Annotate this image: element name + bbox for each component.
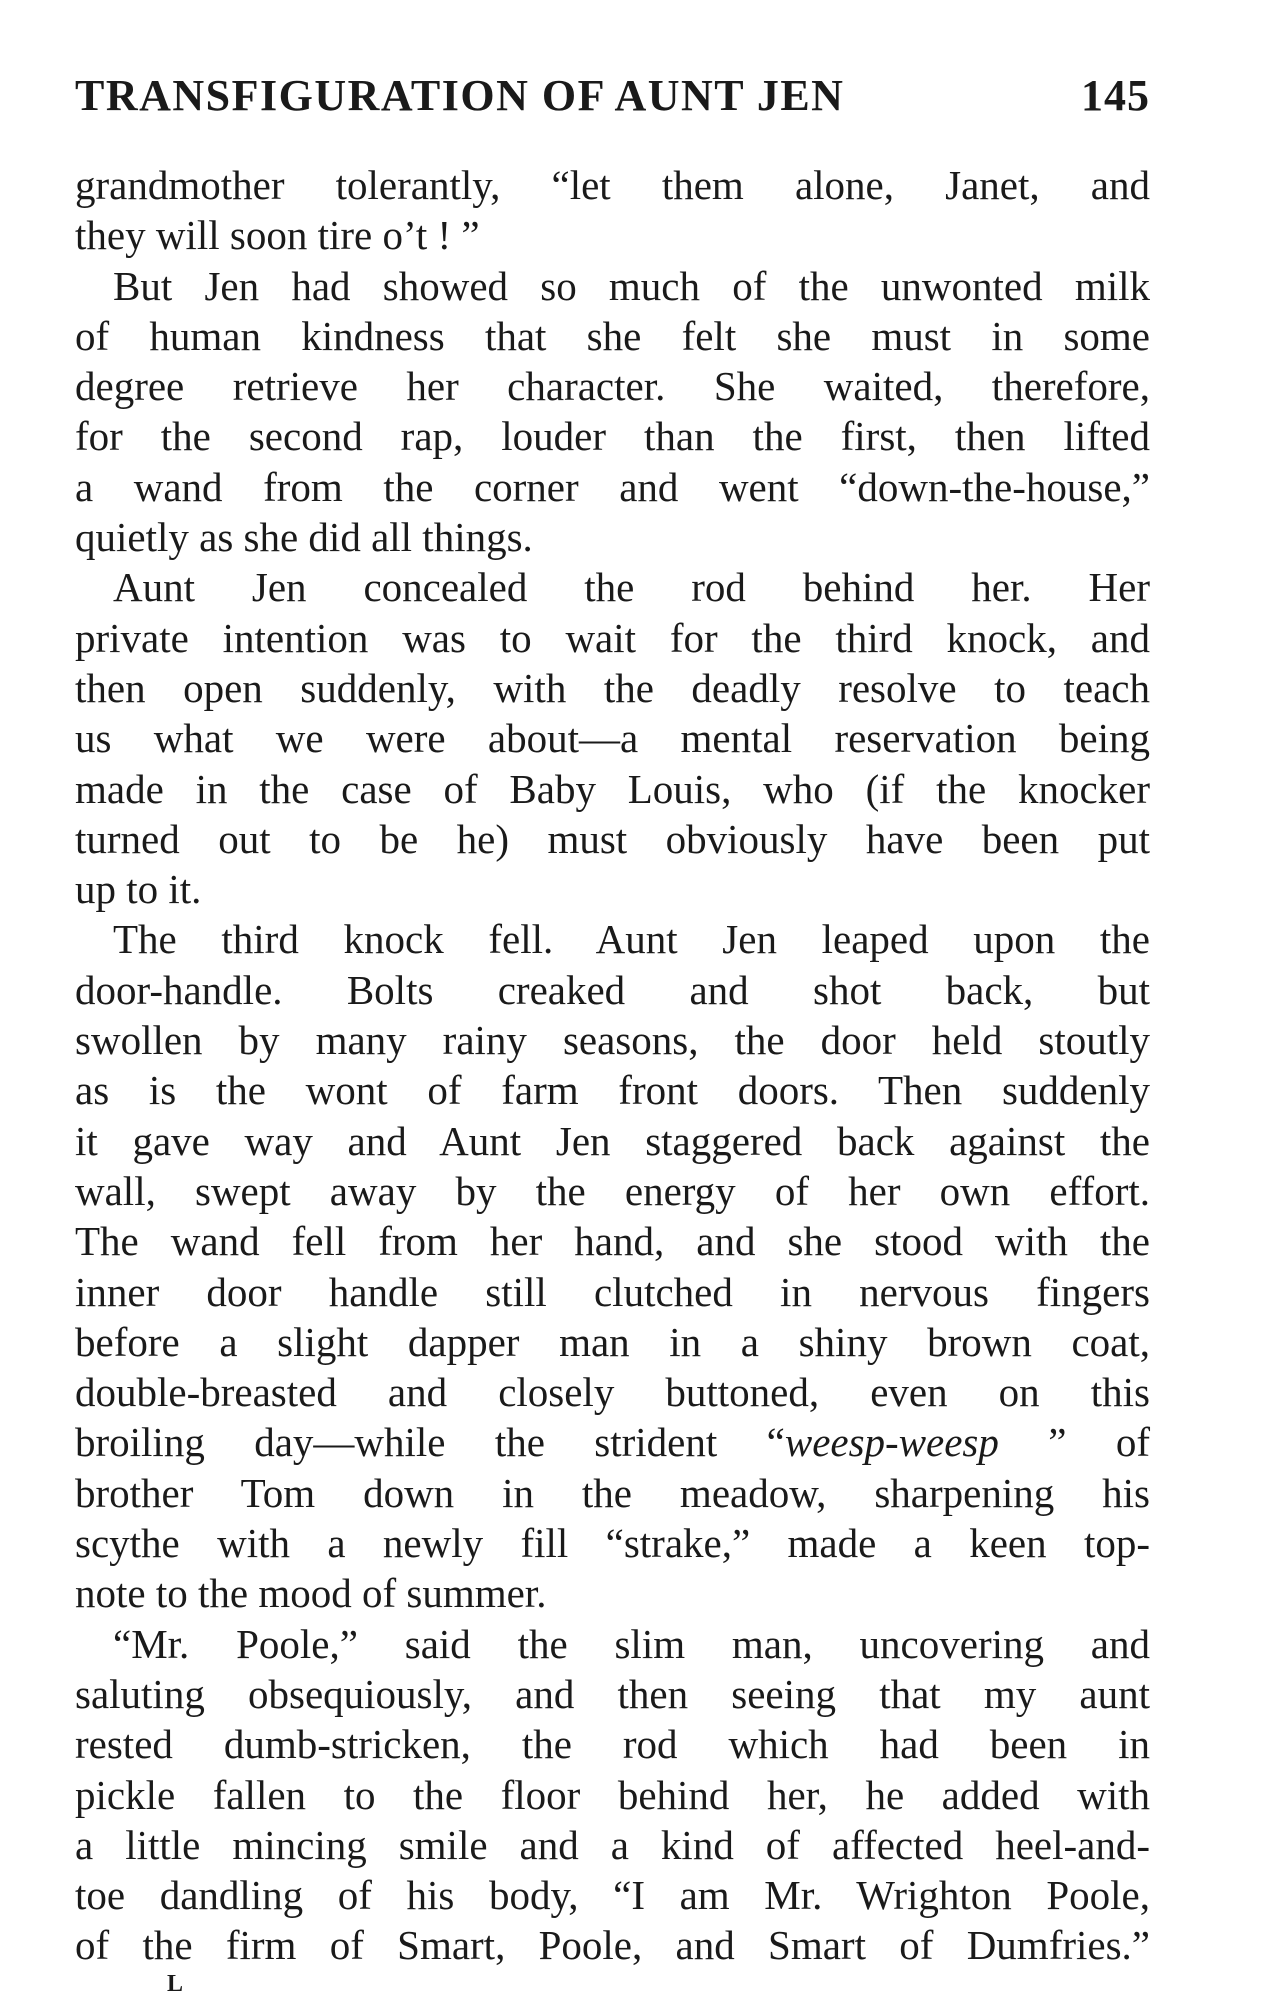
text-line: turned out to be he) must obviously have been put bbox=[75, 815, 1150, 862]
text-line: of the firm of Smart, Poole, and Smart of Dumfries.” bbox=[75, 1922, 1150, 1969]
text-line: as is the wont of farm front doors. Then suddenly bbox=[75, 1067, 1150, 1114]
text-line: a little mincing smile and a kind of affected heel-and- bbox=[75, 1821, 1150, 1868]
text-line: brother Tom down in the meadow, sharpening his bbox=[75, 1469, 1150, 1516]
text-line: But Jen had showed so much of the unwonted milk bbox=[113, 262, 1150, 309]
text-line: The third knock fell. Aunt Jen leaped upon the bbox=[113, 916, 1150, 963]
italic-phrase: weesp-weesp bbox=[784, 1419, 999, 1466]
book-page bbox=[75, 70, 1150, 1971]
text-line: before a slight dapper man in a shiny brown coat, bbox=[75, 1318, 1150, 1365]
text-line: swollen by many rainy seasons, the door held stoutly bbox=[75, 1017, 1150, 1064]
text-line: broiling day—while the strident “weesp-weesp ” of bbox=[75, 1419, 1150, 1466]
text-line: made in the case of Baby Louis, who (if the knocker bbox=[75, 765, 1150, 812]
text-line: they will soon tire o’t ! ” bbox=[75, 212, 480, 259]
text-line: rested dumb-stricken, the rod which had been in bbox=[75, 1721, 1150, 1768]
text-line: door-handle. Bolts creaked and shot back, but bbox=[75, 966, 1150, 1013]
page-number: 145 bbox=[1081, 71, 1150, 120]
text-line: inner door handle still clutched in nervous fingers bbox=[75, 1268, 1150, 1315]
text-line: then open suddenly, with the deadly resolve to teach bbox=[75, 664, 1150, 711]
text-line: toe dandling of his body, “I am Mr. Wrighton Poole, bbox=[75, 1872, 1150, 1919]
text-line: “Mr. Poole,” said the slim man, uncovering and bbox=[113, 1620, 1150, 1667]
body-text bbox=[75, 160, 1150, 1971]
text-line: Aunt Jen concealed the rod behind her. Her bbox=[113, 564, 1150, 611]
text-line: scythe with a newly fill “strake,” made a keen top- bbox=[75, 1520, 1150, 1567]
text-line: a wand from the corner and went “down-the-house,” bbox=[75, 463, 1150, 510]
text-line: degree retrieve her character. She waited, therefore, bbox=[75, 363, 1150, 410]
text-line: up to it. bbox=[75, 866, 202, 913]
text-line: The wand fell from her hand, and she stood with the bbox=[75, 1218, 1150, 1265]
text-line: double-breasted and closely buttoned, even on this bbox=[75, 1369, 1150, 1416]
text-line: of human kindness that she felt she must in some bbox=[75, 312, 1150, 359]
text-line: us what we were about—a mental reservation being bbox=[75, 715, 1150, 762]
text-line: wall, swept away by the energy of her own effort. bbox=[75, 1167, 1150, 1214]
text-line: grandmother tolerantly, “let them alone, Janet, and bbox=[75, 162, 1150, 208]
text-line: note to the mood of summer. bbox=[75, 1570, 547, 1617]
text-line: it gave way and Aunt Jen staggered back against the bbox=[75, 1117, 1150, 1164]
signature-mark: L bbox=[167, 1971, 184, 1997]
running-title: TRANSFIGURATION OF AUNT JEN bbox=[75, 71, 845, 120]
running-header bbox=[75, 70, 1150, 132]
text-line: pickle fallen to the floor behind her, he added with bbox=[75, 1771, 1150, 1818]
text-line: saluting obsequiously, and then seeing that my aunt bbox=[75, 1670, 1150, 1717]
text-line: private intention was to wait for the third knock, and bbox=[75, 614, 1150, 661]
text-line: for the second rap, louder than the first, then lifted bbox=[75, 413, 1150, 460]
text-line: quietly as she did all things. bbox=[75, 514, 533, 561]
